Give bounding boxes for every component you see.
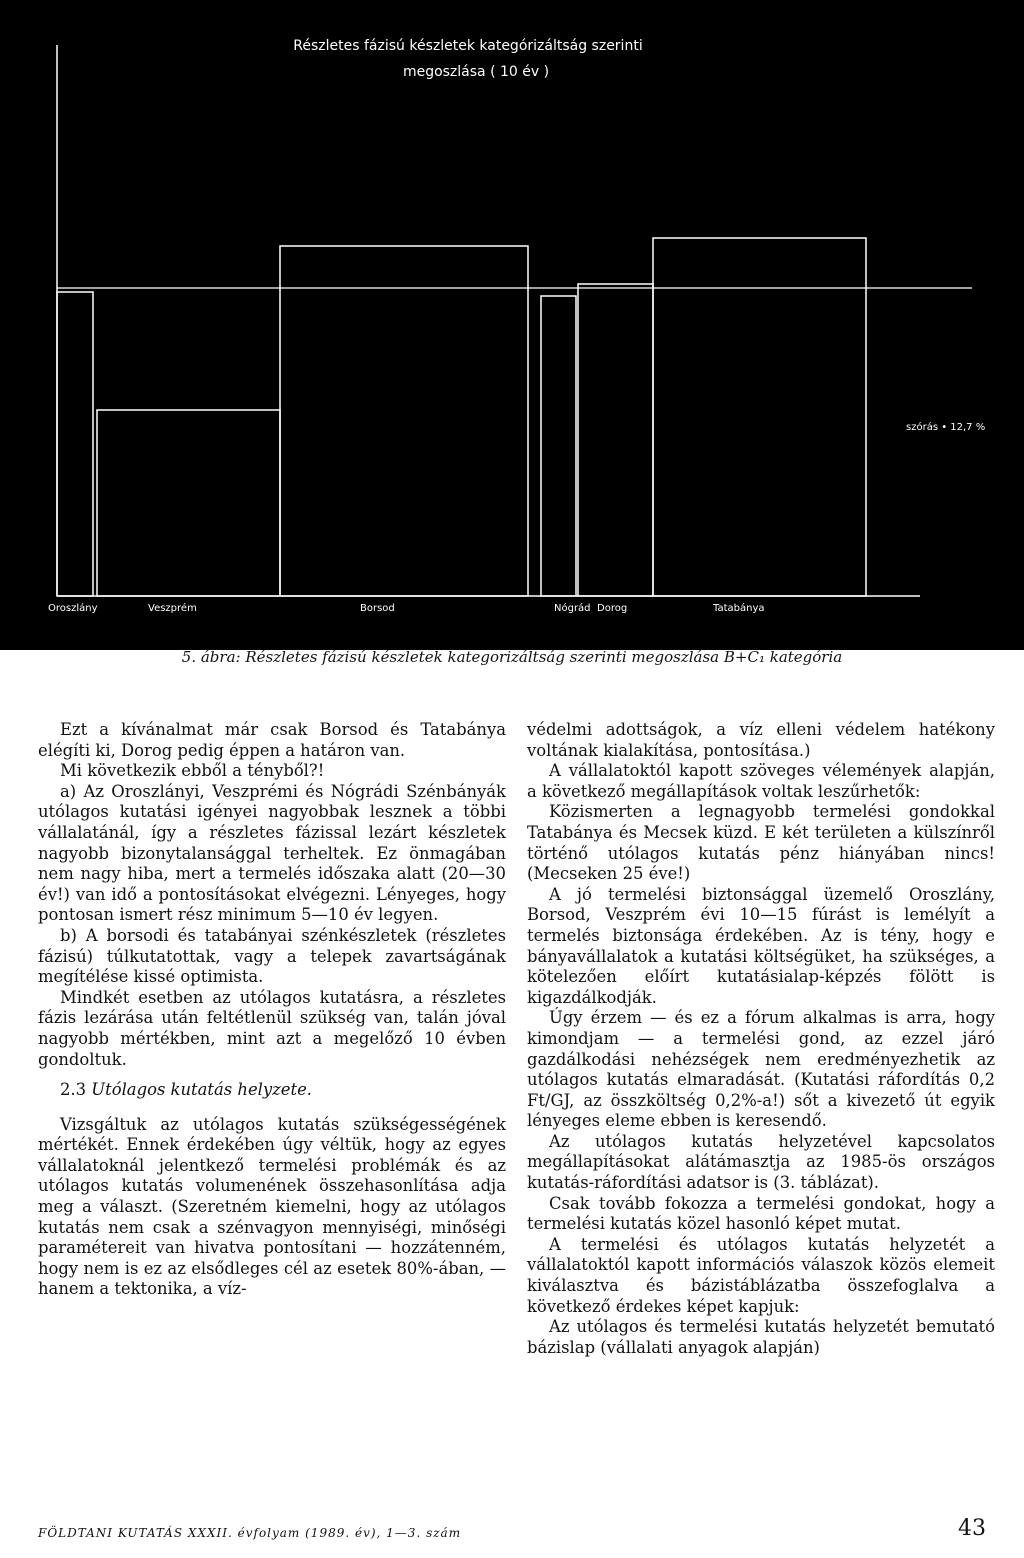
figure-panel <box>0 0 1024 650</box>
section-title: Utólagos kutatás helyzete. <box>91 1080 312 1100</box>
paragraph: A termelési és utólagos kutatás helyzetét a vállalatoktól kapott információs válaszok közös elemeit kiválasztva és bázistáblázatba összefoglalva a következő érdekes képet kapjuk: <box>527 1234 995 1316</box>
paragraph: a) Az Oroszlányi, Veszprémi és Nógrádi Szénbányák utólagos kutatási igényei nagyobbak lesznek a többi vállalatánál, így a részletes fázissal lezárt készletek nagyobb bizonytalansággal terheltek. Ez önmagában nem nagy hiba, mert a termelés időszaka alatt (20—30 év!) van idő a pontosításokat elvégezni. Lényeges, hogy pontosan ismert rész minimum 5—10 év legyen. <box>38 781 506 925</box>
spread-annotation: szórás • 12,7 % <box>906 422 986 433</box>
section-heading <box>38 1080 506 1101</box>
paragraph: Az utólagos kutatás helyzetével kapcsolatos megállapításokat alátámasztja az 1985-ös országos kutatás-ráfordítási adatsor is (3. táblázat). <box>527 1131 995 1193</box>
category-label: Borsod <box>360 603 395 614</box>
figure-title-line1: Részletes fázisú készletek kategórizáltság szerinti <box>293 38 643 54</box>
paragraph: Csak tovább fokozza a termelési gondokat, hogy a termelési kutatás közel hasonló képet mutat. <box>527 1193 995 1234</box>
category-label: Nógrád <box>554 603 591 614</box>
bar-borsod <box>280 246 528 596</box>
right-column <box>527 720 995 1358</box>
left-column <box>38 720 506 1300</box>
journal-footer: FÖLDTANI KUTATÁS XXXII. évfolyam (1989. év), 1—3. szám <box>38 1526 462 1540</box>
category-label: Veszprém <box>148 603 197 614</box>
paragraph: Úgy érzem — és ez a fórum alkalmas is arra, hogy kimondjam — a termelési gond, az ezzel járó gazdálkodási nehézségek nem eredményezhetik az utólagos kutatás elmaradását. (Kutatási ráfordítás 0,2 Ft/GJ, az összköltség 0,2%-a!) sőt a kivezető út egyik lényeges eleme ebben is keresendő. <box>527 1008 995 1131</box>
bar-tatabanya <box>653 238 866 596</box>
paragraph: A vállalatoktól kapott szöveges vélemények alapján, a következő megállapítások voltak leszűrhetők: <box>527 761 995 801</box>
bar-veszprem <box>97 410 280 596</box>
figure-caption: 5. ábra: Részletes fázisú készletek kategorizáltság szerinti megoszlása B+C₁ kategória <box>181 648 843 666</box>
paragraph: A jó termelési biztonsággal üzemelő Oroszlány, Borsod, Veszprém évi 10—15 fúrást is lemélyít a termelés biztonsága érdekében. Az is tény, hogy e bányavállalatok a kutatási költségüket, ha szükséges, a kötelezően előírt kutatásialap-képzés fölött is kigazdálkodják. <box>527 884 995 1007</box>
bar-nograd <box>541 296 576 596</box>
paragraph: védelmi adottságok, a víz elleni védelem hatékony voltának kialakítása, pontosítása.) <box>527 720 995 760</box>
paragraph: Vizsgáltuk az utólagos kutatás szükségességének mértékét. Ennek érdekében úgy véltük, hogy az egyes vállalatoknál jelentkező termelési problémák és az utólagos kutatás volumenének összehasonlítása adja meg a választ. (Szeretném kiemelni, hogy az utólagos kutatás nem csak a szénvagyon mennyiségi, minőségi paramétereit van hivatva pontosítani — hozzátenném, hogy nem is ez az elsődleges cél az esetek 80%-ában, — hanem a tektonika, a víz- <box>38 1114 506 1299</box>
page-number: 43 <box>958 1516 986 1541</box>
section-number: 2.3 <box>60 1080 87 1100</box>
paragraph: Közismerten a legnagyobb termelési gondokkal Tatabánya és Mecsek küzd. E két területen a külszínről történő utólagos kutatás pénz hiányában nincs! (Mecseken 25 éve!) <box>527 802 995 884</box>
paragraph: Az utólagos és termelési kutatás helyzetét bemutató bázislap (vállalati anyagok alapján) <box>527 1317 995 1357</box>
paragraph: Mindkét esetben az utólagos kutatásra, a részletes fázis lezárása után feltétlenül szükség van, talán jóval nagyobb mértékben, mint azt a megelőző 10 évben gondoltuk. <box>38 987 506 1069</box>
paragraph: Mi következik ebből a tényből?! <box>60 761 325 781</box>
bar-figure <box>0 0 1024 650</box>
paragraph: b) A borsodi és tatabányai szénkészletek (részletes fázisú) túlkutatottak, vagy a telepek zavartságának megítélése kissé optimista. <box>38 925 506 987</box>
bar-oroszlany <box>57 292 93 596</box>
bar-dorog <box>578 284 653 596</box>
category-label: Tatabánya <box>713 603 765 614</box>
category-label: Oroszlány <box>48 603 98 614</box>
category-label: Dorog <box>597 603 628 614</box>
figure-title-line2: megoszlása ( 10 év ) <box>402 64 550 80</box>
paragraph: Ezt a kívánalmat már csak Borsod és Tatabánya elégíti ki, Dorog pedig éppen a határon van. <box>38 720 506 760</box>
